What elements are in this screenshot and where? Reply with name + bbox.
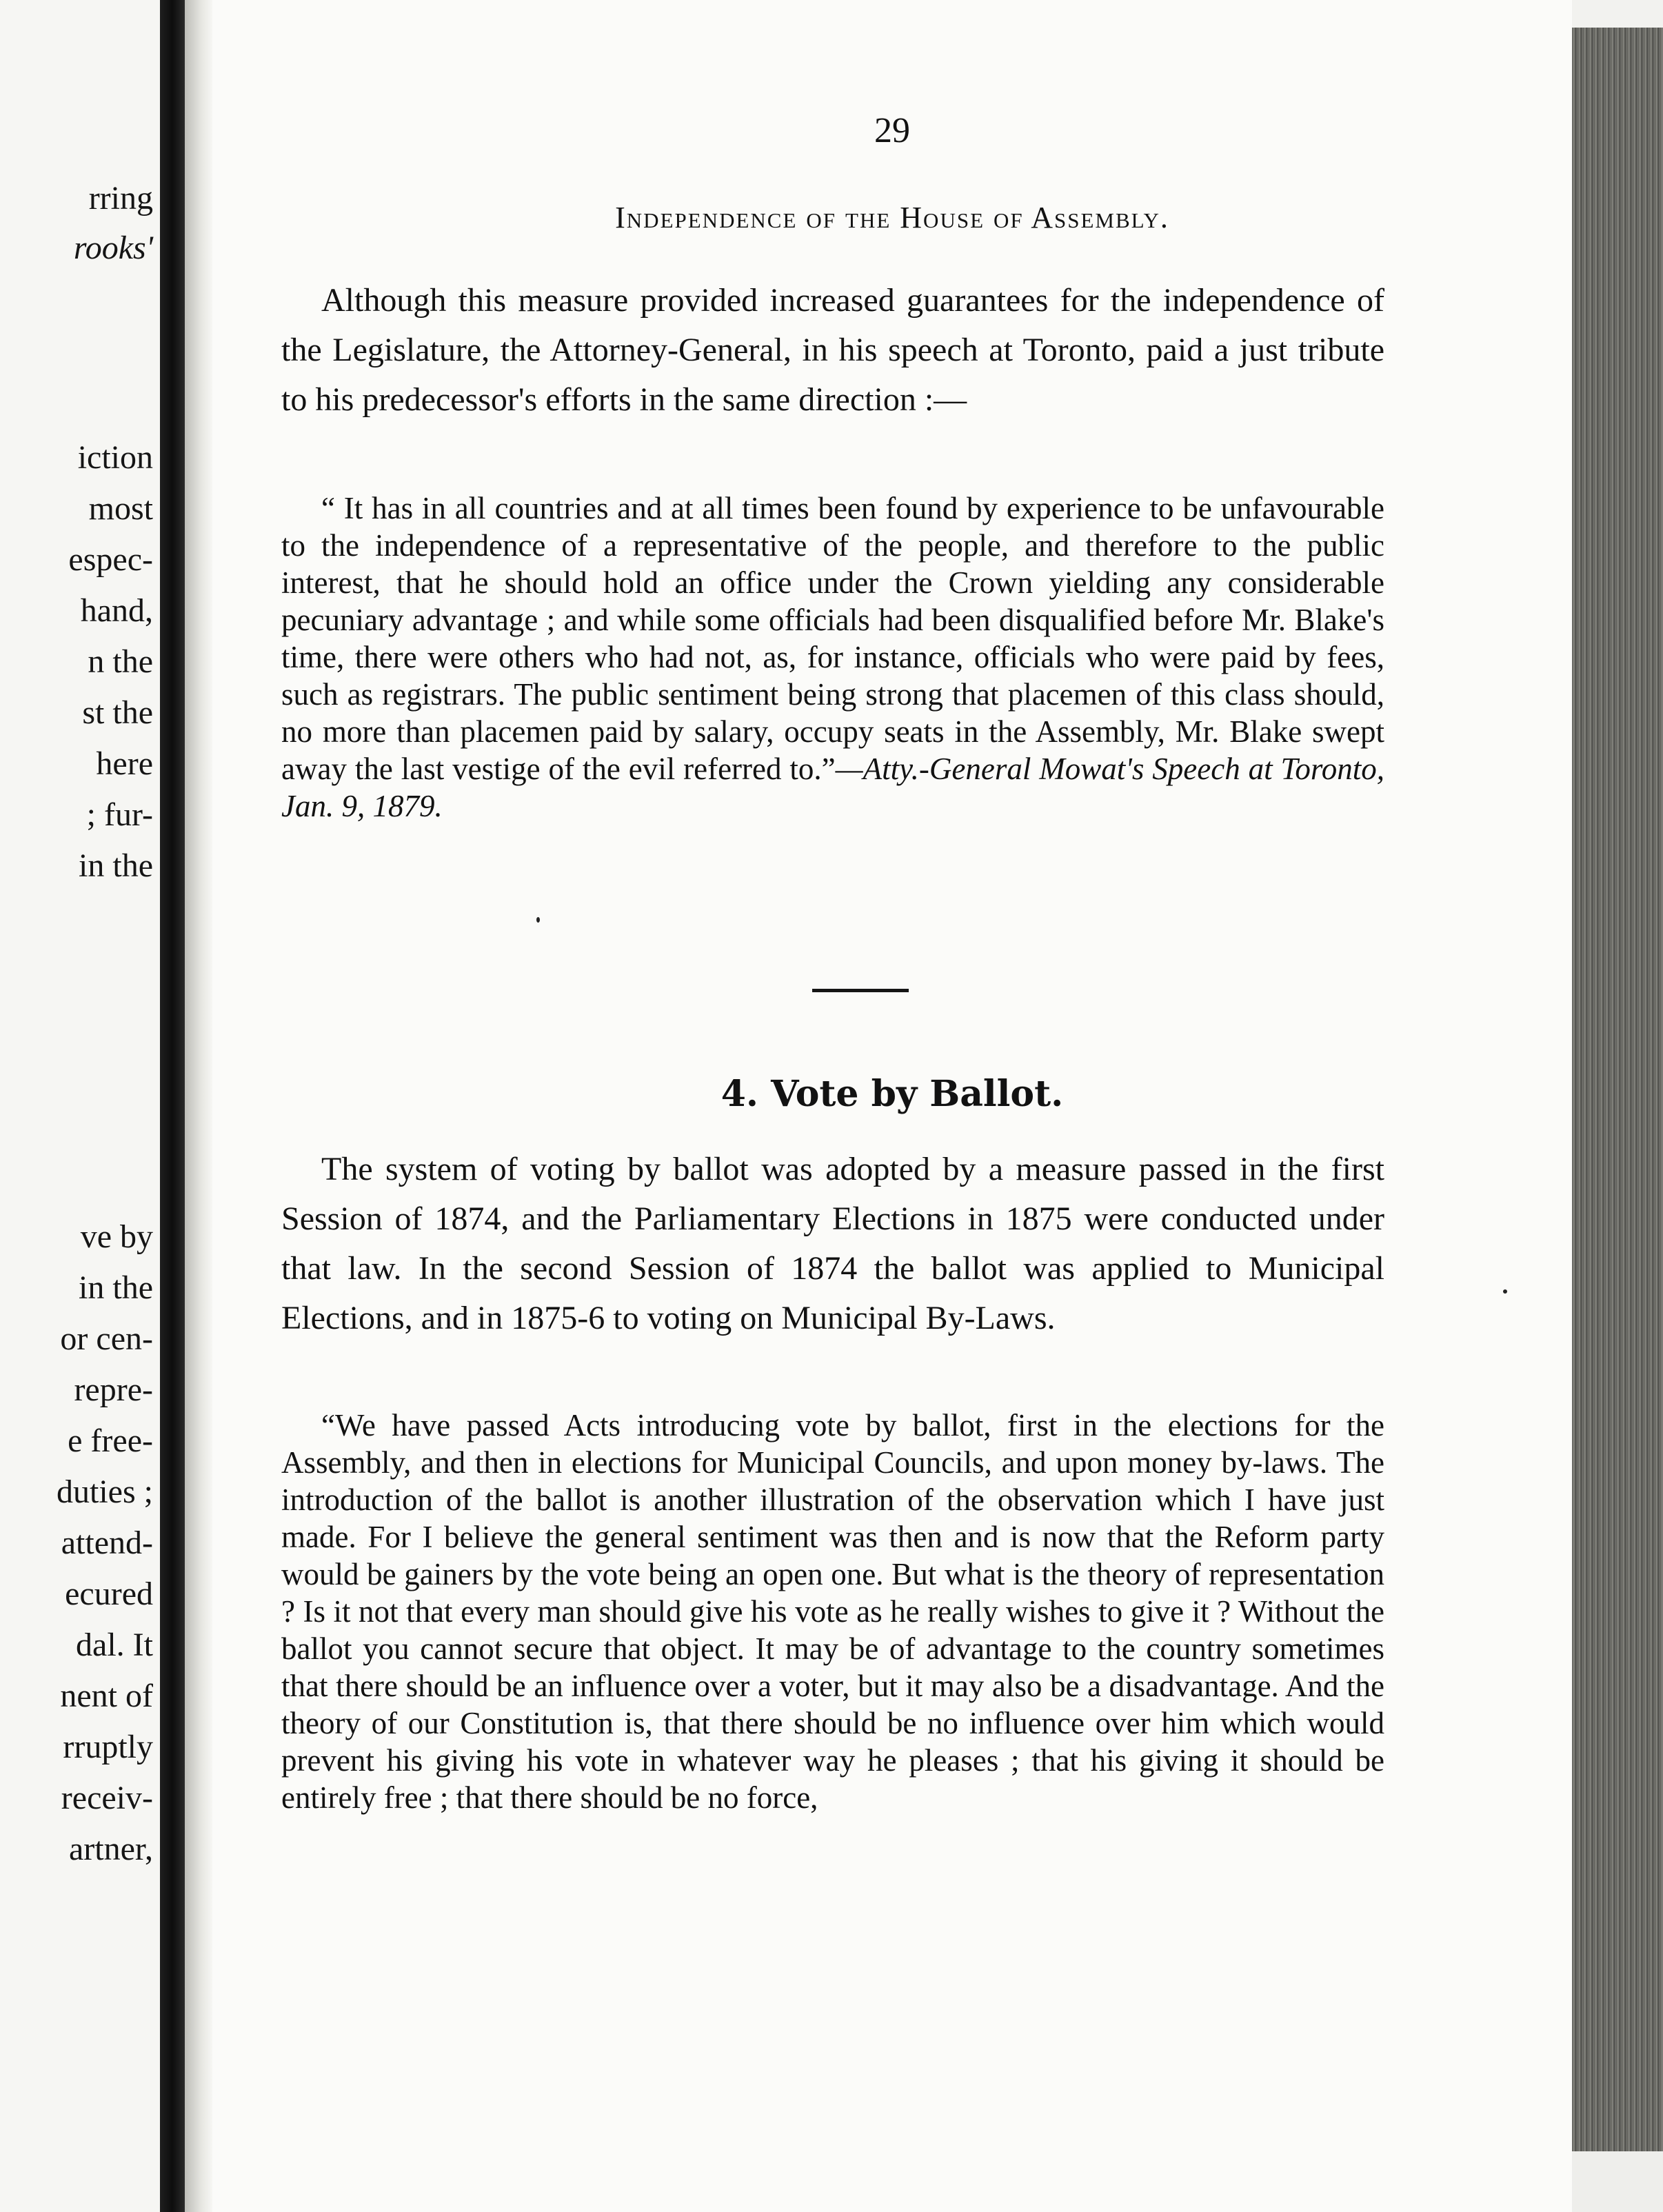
facing-page-text: nent of [60, 1678, 153, 1714]
quote-text: “ It has in all countries and at all times been found by experience to be unfavourable to the independence of a representative of the people, and therefore to the public interest, that he should hold an office under the Crown yielding any considerable pecuniary advantage ; and while some officials had been disqualified before Mr. Blake's time, there were others who had not, as, for instance, officials who were paid by fees, such as registrars. The public sentiment being strong that placemen of this class should, no more than placemen paid by salary, occupy seats in the Assembly, Mr. Blake swept away the last vestige of the evil referred to.” [281, 491, 1384, 786]
book-binding-shadow [160, 0, 185, 2212]
facing-page-text: dal. It [76, 1627, 153, 1663]
facing-page-text: receiv- [61, 1780, 153, 1816]
facing-page-text: or cen- [60, 1320, 153, 1357]
facing-page-text: in the [79, 847, 153, 884]
body-paragraph: The system of voting by ballot was adopted by a measure passed in the first Session of 1874, and the Parliamentary Elections in 1875 were conducted under that law. In the second Session of 1874 the ballot was applied to Municipal Elections, and in 1875-6 to voting on Municipal By-Laws. [281, 1151, 1384, 1336]
print-speck [536, 917, 540, 923]
body-paragraph: Although this measure provided increased guarantees for the independence of the Legislature, the Attorney-General, in his speech at Toronto, paid a just tribute to his predecessor's efforts in the same direction :— [281, 282, 1384, 418]
facing-page-text: st the [82, 694, 153, 731]
facing-page-text: repre- [74, 1371, 153, 1408]
facing-page-text: rruptly [63, 1729, 153, 1765]
page-stack-top [1572, 0, 1663, 28]
quotation-block [281, 490, 1384, 825]
facing-page-text: hand, [80, 592, 153, 629]
facing-page-text: duties ; [57, 1474, 153, 1510]
quote-attribution: —Atty.-General Mowat's Speech at Toronto, Jan. 9, 1879. [281, 752, 1384, 823]
facing-page-text: ve by [80, 1218, 153, 1255]
section-divider [812, 989, 909, 992]
facing-page-text: e free- [68, 1422, 153, 1459]
facing-page-text: artner, [69, 1831, 153, 1867]
book-page [212, 0, 1572, 2212]
block-quote [281, 490, 1384, 825]
facing-page-text: attend- [61, 1525, 153, 1561]
quotation-block [281, 1407, 1384, 1816]
facing-page-text: rooks' [73, 230, 153, 266]
facing-page-fragment [0, 0, 160, 2212]
print-speck [1503, 1289, 1507, 1294]
section-heading: Independence of the House of Assembly. [615, 201, 1169, 234]
facing-page-text: in the [79, 1269, 153, 1306]
section-title: 4. Vote by Ballot. [720, 1073, 1064, 1115]
facing-page-text: here [96, 745, 153, 782]
facing-page-text: espec- [68, 541, 153, 578]
facing-page-text: iction [77, 439, 153, 476]
page-stack-bottom [1572, 2151, 1663, 2212]
paragraph-block [281, 1145, 1384, 1343]
facing-page-text: most [88, 490, 153, 527]
facing-page-text: rring [88, 180, 153, 217]
facing-page-text: ecured [65, 1576, 153, 1612]
paragraph-block [281, 276, 1384, 425]
facing-page-text: ; fur- [86, 796, 153, 833]
book-gutter [185, 0, 212, 2212]
page-stack-edge [1572, 0, 1663, 2212]
page-number: 29 [874, 111, 910, 150]
block-quote: “We have passed Acts introducing vote by ballot, first in the elections for the Assembly, and then in elections for Municipal Councils, and upon money by-laws. The introduction of the ballot is another illustration of the observation which I have just made. For I believe the general sentiment was then and is now that the Reform party would be gainers by the vote being an open one. But what is the theory of representation ? Is it not that every man should give his vote as he really wishes to give it ? Without the ballot you cannot secure that object. It may be of advantage to the country sometimes that there should be an influence over a voter, but it may also be a disadvantage. And the theory of our Constitution is, that there should be no influence over him which would prevent his giving his vote in whatever way he pleases ; that his giving it should be entirely free ; that there should be no force, [281, 1408, 1384, 1815]
facing-page-text: n the [88, 643, 153, 680]
